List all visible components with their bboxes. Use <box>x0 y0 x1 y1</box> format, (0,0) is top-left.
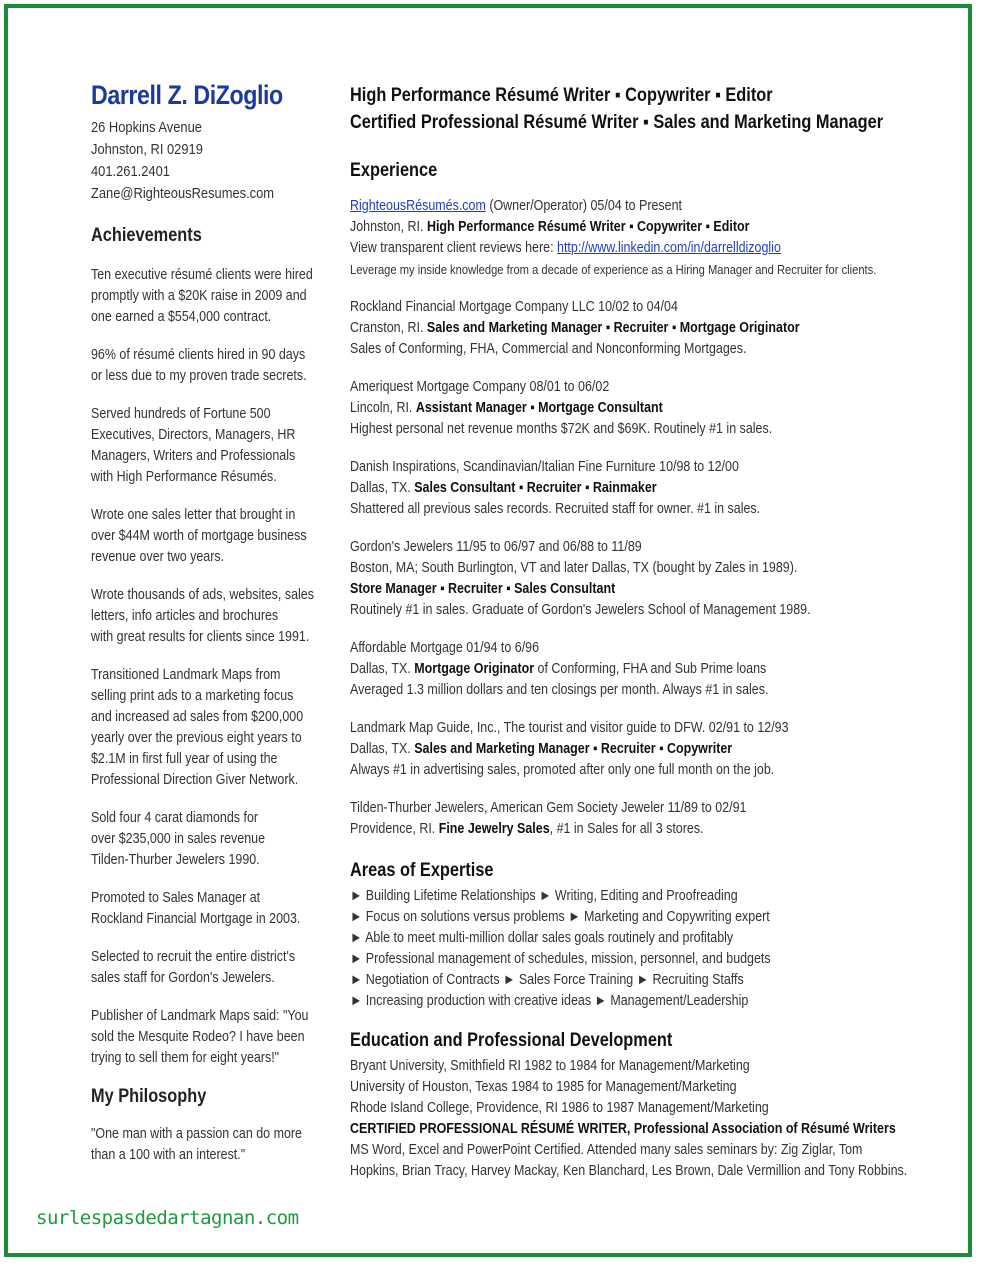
achievement-item <box>91 665 331 791</box>
job-entry: Ameriquest Mortgage Company 08/01 to 06/02 Lincoln, RI. Assistant Manager ▪ Mortgage Consultant Highest personal net revenue months $72K and $69K. Routinely #1 in sales. <box>350 377 910 440</box>
achievements-list <box>91 265 331 1069</box>
education-list <box>350 1056 910 1182</box>
achievement-line: or less due to my proven trade secrets. <box>91 368 307 384</box>
achievement-line: over $235,000 in sales revenue <box>91 831 266 847</box>
job-description: Always #1 in advertising sales, promoted after only one full month on the job. <box>350 762 775 778</box>
achievement-line: Executives, Directors, Managers, HR <box>91 427 296 443</box>
job-description: Highest personal net revenue months $72K and $69K. Routinely #1 in sales. <box>350 421 773 437</box>
education-item: MS Word, Excel and PowerPoint Certified. Attended many sales seminars by: Zig Ziglar, Tom <box>350 1142 863 1158</box>
education-item: Bryant University, Smithfield RI 1982 to 1984 for Management/Marketing <box>350 1058 750 1074</box>
experience-heading: Experience <box>350 160 438 181</box>
achievement-line: and increased ad sales from $200,000 <box>91 709 304 725</box>
achievement-item <box>91 888 331 930</box>
achievement-item <box>91 505 331 568</box>
achievement-item <box>91 345 331 387</box>
achievement-item <box>91 1006 331 1069</box>
contact-city: Johnston, RI 02919 <box>91 141 203 158</box>
headline-1: High Performance Résumé Writer ▪ Copywriter ▪ Editor <box>350 85 773 106</box>
education-item: Rhode Island College, Providence, RI 1986 to 1987 Management/Marketing <box>350 1100 769 1116</box>
achievement-line: sold the Mesquite Rodeo? I have been <box>91 1029 305 1045</box>
achievement-item <box>91 404 331 488</box>
job-employer: Landmark Map Guide, Inc., The tourist and visitor guide to DFW. 02/91 to 12/93 <box>350 720 789 736</box>
education-item: University of Houston, Texas 1984 to 1985 for Management/Marketing <box>350 1079 737 1095</box>
job-title: Sales Consultant ▪ Recruiter ▪ Rainmaker <box>414 480 657 496</box>
philosophy-quote <box>91 1124 331 1166</box>
achievement-line: $2.1M in first full year of using the <box>91 751 278 767</box>
achievement-line: Rockland Financial Mortgage in 2003. <box>91 911 301 927</box>
job-entry: Rockland Financial Mortgage Company LLC 10/02 to 04/04 Cranston, RI. Sales and Marketing Manager ▪ Recruiter ▪ Mortgage Originator Sales of Conforming, FHA, Commercial and Nonconforming Mortgages. <box>350 297 910 360</box>
job-title: Sales and Marketing Manager ▪ Recruiter ▪ Copywriter <box>414 741 733 757</box>
achievement-line: with great results for clients since 1991. <box>91 629 310 645</box>
job-entry: Affordable Mortgage 01/94 to 6/96 Dallas, TX. Mortgage Originator of Conforming, FHA and Sub Prime loans Averaged 1.3 million dollars and ten closings per month. Always #1 in sales. <box>350 638 910 701</box>
expertise-heading: Areas of Expertise <box>350 860 494 881</box>
achievement-line: Ten executive résumé clients were hired <box>91 267 313 283</box>
achievement-line: Selected to recruit the entire district's <box>91 949 296 965</box>
philosophy-heading: My Philosophy <box>91 1086 207 1107</box>
achievement-line: with High Performance Résumés. <box>91 469 277 485</box>
job-title: Fine Jewelry Sales <box>438 821 550 837</box>
contact-phone: 401.261.2401 <box>91 163 170 180</box>
job-title: Assistant Manager ▪ Mortgage Consultant <box>415 400 663 416</box>
achievement-line: revenue over two years. <box>91 549 225 565</box>
achievement-item <box>91 585 331 648</box>
achievement-line: Wrote one sales letter that brought in <box>91 507 296 523</box>
job-title: High Performance Résumé Writer ▪ Copywriter ▪ Editor <box>426 219 750 235</box>
achievement-line: Promoted to Sales Manager at <box>91 890 261 906</box>
expertise-row: ► Increasing production with creative ideas ► Management/Leadership <box>350 993 749 1009</box>
achievement-line: letters, info articles and brochures <box>91 608 279 624</box>
headline-2: Certified Professional Résumé Writer ▪ Sales and Marketing Manager <box>350 112 884 133</box>
job-entry: RighteousRésumés.com (Owner/Operator) 05/04 to Present Johnston, RI. High Performance Résumé Writer ▪ Copywriter ▪ Editor View transparent client reviews here: http://www.linkedin.com/in/darrelldizoglio Leverage my inside knowledge from a decade of experience as a Hiring Manager and Recruiter for clients. <box>350 196 910 280</box>
achievement-line: Served hundreds of Fortune 500 <box>91 406 271 422</box>
expertise-row: ► Able to meet multi-million dollar sales goals routinely and profitably <box>350 930 734 946</box>
linkedin-link[interactable]: http://www.linkedin.com/in/darrelldizoglio <box>557 240 781 256</box>
right-column <box>350 82 910 1182</box>
achievement-line: over $44M worth of mortgage business <box>91 528 307 544</box>
achievement-line: 96% of résumé clients hired in 90 days <box>91 347 306 363</box>
job-description: Averaged 1.3 million dollars and ten closings per month. Always #1 in sales. <box>350 682 769 698</box>
expertise-row: ► Professional management of schedules, mission, personnel, and budgets <box>350 951 771 967</box>
achievement-line: Wrote thousands of ads, websites, sales <box>91 587 314 603</box>
job-entry: Landmark Map Guide, Inc., The tourist and visitor guide to DFW. 02/91 to 12/93 Dallas, TX. Sales and Marketing Manager ▪ Recruiter ▪ Copywriter Always #1 in advertising sales, promoted after only one full month on the job. <box>350 718 910 781</box>
job-description: Routinely #1 in sales. Graduate of Gordon's Jewelers School of Management 1989. <box>350 602 811 618</box>
job-employer: Affordable Mortgage 01/94 to 6/96 <box>350 640 540 656</box>
achievement-line: yearly over the previous eight years to <box>91 730 302 746</box>
contact-address: 26 Hopkins Avenue <box>91 119 202 136</box>
philosophy-line: than a 100 with an interest." <box>91 1147 246 1163</box>
job-location: Boston, MA; South Burlington, VT and later Dallas, TX (bought by Zales in 1989). <box>350 560 798 576</box>
job-employer: Rockland Financial Mortgage Company LLC 10/02 to 04/04 <box>350 299 678 315</box>
job-entry <box>350 537 910 621</box>
achievement-item <box>91 265 331 328</box>
job-title: Mortgage Originator <box>414 661 535 677</box>
website-link[interactable]: RighteousRésumés.com <box>350 198 486 214</box>
achievement-item <box>91 947 331 989</box>
achievement-line: trying to sell them for eight years!" <box>91 1050 280 1066</box>
job-employer: Gordon's Jewelers 11/95 to 06/97 and 06/88 to 11/89 <box>350 539 642 555</box>
watermark: surlespasdedartagnan.com <box>36 1207 299 1229</box>
achievement-line: Sold four 4 carat diamonds for <box>91 810 259 826</box>
achievement-item <box>91 808 331 871</box>
education-item: Hopkins, Brian Tracy, Harvey Mackay, Ken Blanchard, Les Brown, Dale Vermillion and Tony Robbins. <box>350 1163 908 1179</box>
achievement-line: sales staff for Gordon's Jewelers. <box>91 970 275 986</box>
achievement-line: Tilden-Thurber Jewelers 1990. <box>91 852 260 868</box>
certification: CERTIFIED PROFESSIONAL RÉSUMÉ WRITER, Professional Association of Résumé Writers <box>350 1121 896 1137</box>
job-entry: Tilden-Thurber Jewelers, American Gem Society Jeweler 11/89 to 02/91 Providence, RI. Fine Jewelry Sales, #1 in Sales for all 3 stores. <box>350 798 910 840</box>
contact-email: Zane@RighteousResumes.com <box>91 185 275 202</box>
job-entry: Danish Inspirations, Scandinavian/Italian Fine Furniture 10/98 to 12/00 Dallas, TX. Sales Consultant ▪ Recruiter ▪ Rainmaker Shattered all previous sales records. Recruited staff for owner. #1 in sales. <box>350 457 910 520</box>
contact-block <box>91 117 331 205</box>
achievement-line: Managers, Writers and Professionals <box>91 448 296 464</box>
achievement-line: Publisher of Landmark Maps said: "You <box>91 1008 309 1024</box>
resume-name: Darrell Z. DiZoglio <box>91 80 283 110</box>
job-description: Shattered all previous sales records. Recruited staff for owner. #1 in sales. <box>350 501 761 517</box>
job-employer: Danish Inspirations, Scandinavian/Italian Fine Furniture 10/98 to 12/00 <box>350 459 739 475</box>
left-column <box>91 80 331 1183</box>
expertise-row: ► Building Lifetime Relationships ► Writing, Editing and Proofreading <box>350 888 738 904</box>
job-description: Leverage my inside knowledge from a decade of experience as a Hiring Manager and Recruiter for clients. <box>350 262 877 277</box>
achievement-line: promptly with a $20K raise in 2009 and <box>91 288 307 304</box>
achievement-line: Transitioned Landmark Maps from <box>91 667 281 683</box>
achievement-line: one earned a $554,000 contract. <box>91 309 272 325</box>
achievement-line: Professional Direction Giver Network. <box>91 772 299 788</box>
expertise-row: ► Focus on solutions versus problems ► Marketing and Copywriting expert <box>350 909 770 925</box>
job-employer: Ameriquest Mortgage Company 08/01 to 06/02 <box>350 379 610 395</box>
job-employer: Tilden-Thurber Jewelers, American Gem Society Jeweler 11/89 to 02/91 <box>350 800 747 816</box>
job-description: Sales of Conforming, FHA, Commercial and Nonconforming Mortgages. <box>350 341 747 357</box>
expertise-row: ► Negotiation of Contracts ► Sales Force Training ► Recruiting Staffs <box>350 972 744 988</box>
achievement-line: selling print ads to a marketing focus <box>91 688 294 704</box>
education-heading: Education and Professional Development <box>350 1030 673 1051</box>
achievements-heading: Achievements <box>91 225 202 246</box>
job-title: Sales and Marketing Manager ▪ Recruiter ▪ Mortgage Originator <box>426 320 800 336</box>
job-title: Store Manager ▪ Recruiter ▪ Sales Consultant <box>350 581 616 597</box>
philosophy-line: "One man with a passion can do more <box>91 1126 302 1142</box>
expertise-list <box>350 886 910 1012</box>
